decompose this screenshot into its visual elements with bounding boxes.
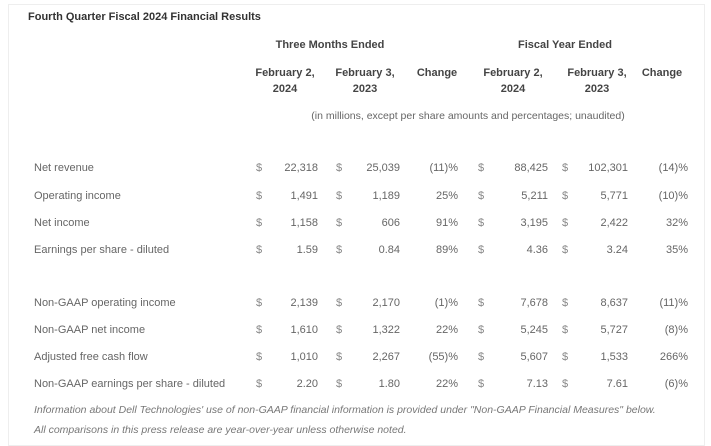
row-label: Net income — [34, 217, 90, 229]
currency-symbol: $ — [256, 162, 263, 174]
change-cell: (11)% — [429, 162, 458, 174]
currency-symbol: $ — [336, 244, 343, 256]
row-label: Non-GAAP operating income — [34, 297, 176, 309]
value-cell: 5,607 — [520, 351, 548, 363]
table-row — [0, 378, 711, 396]
currency-symbol: $ — [478, 190, 485, 202]
value-cell: 4.36 — [526, 244, 548, 256]
currency-symbol: $ — [336, 378, 343, 390]
currency-symbol: $ — [562, 297, 569, 309]
change-cell: (55)% — [428, 351, 458, 363]
table-title: Fourth Quarter Fiscal 2024 Financial Results — [28, 11, 261, 23]
value-cell: 5,771 — [600, 190, 628, 202]
value-cell: 1,189 — [372, 190, 400, 202]
footnote-non-gaap: Information about Dell Technologies' use of non-GAAP financial information is provided under "Non-GAAP Financial Measures" below. — [34, 404, 656, 416]
row-label: Net revenue — [34, 162, 94, 174]
value-cell: 606 — [381, 217, 400, 229]
currency-symbol: $ — [256, 324, 263, 336]
value-cell: 25,039 — [366, 162, 400, 174]
currency-symbol: $ — [562, 378, 569, 390]
table-row — [0, 190, 711, 208]
column-header — [473, 65, 553, 97]
currency-symbol: $ — [562, 190, 569, 202]
value-cell: 3.24 — [606, 244, 628, 256]
currency-symbol: $ — [256, 190, 263, 202]
row-label: Adjusted free cash flow — [34, 351, 148, 363]
currency-symbol: $ — [562, 351, 569, 363]
value-cell: 2,170 — [372, 297, 400, 309]
value-cell: 2,267 — [372, 351, 400, 363]
value-cell: 1,610 — [290, 324, 318, 336]
value-cell: 1,010 — [290, 351, 318, 363]
value-cell: 7.13 — [526, 378, 548, 390]
table-row — [0, 297, 711, 315]
currency-symbol: $ — [478, 351, 485, 363]
value-cell: 1,158 — [290, 217, 318, 229]
change-cell: (10)% — [658, 190, 688, 202]
currency-symbol: $ — [478, 378, 485, 390]
column-header-line2: 2024 — [500, 83, 526, 95]
column-header-line2: 2024 — [272, 83, 298, 95]
currency-symbol: $ — [336, 162, 343, 174]
currency-symbol: $ — [478, 162, 485, 174]
currency-symbol: $ — [478, 244, 485, 256]
currency-symbol: $ — [336, 190, 343, 202]
change-cell: 32% — [665, 217, 688, 229]
change-cell: 266% — [659, 351, 688, 363]
currency-symbol: $ — [478, 324, 485, 336]
currency-symbol: $ — [256, 351, 263, 363]
table-row — [0, 351, 711, 369]
column-header-line1: Change — [416, 67, 458, 79]
value-cell: 8,637 — [600, 297, 628, 309]
column-header-line1: February 3, — [567, 67, 627, 79]
value-cell: 1.59 — [296, 244, 318, 256]
currency-symbol: $ — [256, 378, 263, 390]
column-header-line1: February 2, — [255, 67, 315, 79]
change-cell: 91% — [435, 217, 458, 229]
currency-symbol: $ — [562, 324, 569, 336]
column-header — [325, 65, 405, 97]
column-header-line1: Change — [641, 67, 683, 79]
currency-symbol: $ — [256, 217, 263, 229]
row-label: Non-GAAP earnings per share - diluted — [34, 378, 226, 390]
column-header — [397, 65, 477, 81]
change-cell: (11)% — [659, 297, 688, 309]
table-row — [0, 162, 711, 180]
change-cell: (14)% — [658, 162, 688, 174]
row-label: Operating income — [34, 190, 121, 202]
currency-symbol: $ — [256, 244, 263, 256]
value-cell: 7.61 — [606, 378, 628, 390]
change-cell: 25% — [435, 190, 458, 202]
value-cell: 3,195 — [520, 217, 548, 229]
column-header-line2: 2023 — [352, 83, 378, 95]
change-cell: 22% — [435, 378, 458, 390]
unit-note: (in millions, except per share amounts and percentages; unaudited) — [311, 110, 625, 122]
value-cell: 0.84 — [378, 244, 400, 256]
row-label: Earnings per share - diluted — [34, 244, 170, 256]
group-header-three-months: Three Months Ended — [275, 39, 385, 51]
value-cell: 5,245 — [520, 324, 548, 336]
group-header-fiscal-year: Fiscal Year Ended — [518, 39, 612, 51]
change-cell: (1)% — [434, 297, 458, 309]
value-cell: 5,727 — [600, 324, 628, 336]
column-header-line1: February 3, — [335, 67, 395, 79]
currency-symbol: $ — [256, 297, 263, 309]
row-label: Non-GAAP net income — [34, 324, 146, 336]
change-cell: 22% — [435, 324, 458, 336]
value-cell: 102,301 — [588, 162, 628, 174]
column-header-line2: 2023 — [584, 83, 610, 95]
currency-symbol: $ — [336, 297, 343, 309]
value-cell: 2,422 — [600, 217, 628, 229]
column-header — [245, 65, 325, 97]
currency-symbol: $ — [336, 217, 343, 229]
change-cell: 35% — [665, 244, 688, 256]
value-cell: 2.20 — [296, 378, 318, 390]
value-cell: 1,533 — [600, 351, 628, 363]
value-cell: 22,318 — [284, 162, 318, 174]
column-header — [622, 65, 702, 81]
value-cell: 7,678 — [520, 297, 548, 309]
change-cell: (6)% — [664, 378, 688, 390]
currency-symbol: $ — [478, 217, 485, 229]
value-cell: 1,491 — [290, 190, 318, 202]
currency-symbol: $ — [478, 297, 485, 309]
value-cell: 1.80 — [378, 378, 400, 390]
footnote-comparisons: All comparisons in this press release are year-over-year unless otherwise noted. — [34, 424, 407, 436]
currency-symbol: $ — [336, 351, 343, 363]
table-row — [0, 324, 711, 342]
table-row — [0, 244, 711, 262]
value-cell: 1,322 — [372, 324, 400, 336]
value-cell: 5,211 — [521, 190, 548, 202]
value-cell: 88,425 — [514, 162, 548, 174]
currency-symbol: $ — [336, 324, 343, 336]
value-cell: 2,139 — [290, 297, 318, 309]
change-cell: (8)% — [664, 324, 688, 336]
table-row — [0, 217, 711, 235]
change-cell: 89% — [435, 244, 458, 256]
column-header-line1: February 2, — [483, 67, 543, 79]
currency-symbol: $ — [562, 244, 569, 256]
currency-symbol: $ — [562, 217, 569, 229]
currency-symbol: $ — [562, 162, 569, 174]
